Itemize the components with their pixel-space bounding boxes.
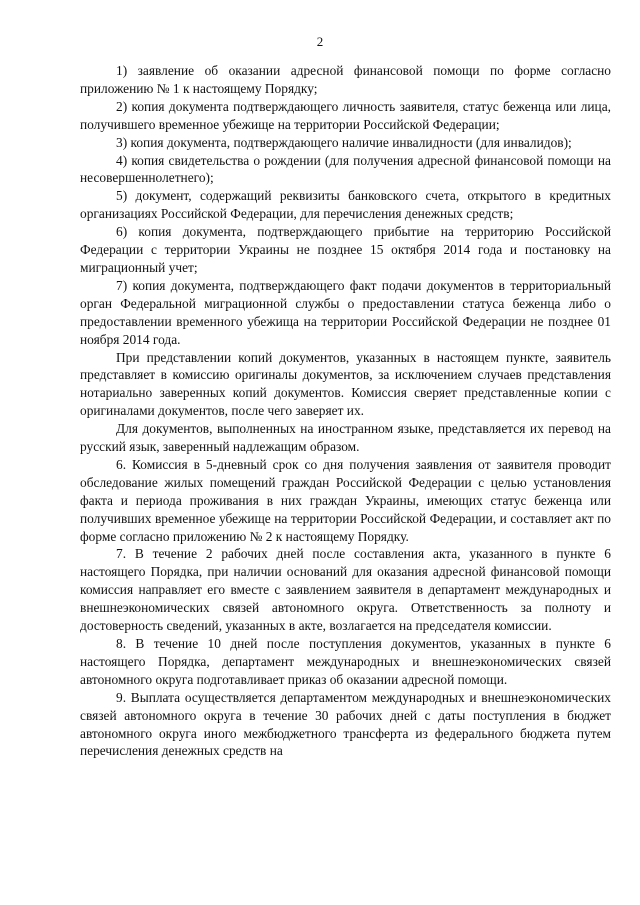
- clause-6: 6. Комиссия в 5-дневный срок со дня получения заявления от заявителя проводит обследование жилых помещений граждан Российской Федерации с целью установления факта и периода проживания в них граждан Украины, имеющих статус беженца или получивших временное убежище на территории Российской Федерации, и составляет акт по форме согласно приложению № 2 к настоящему Порядку.: [80, 456, 611, 544]
- document-body: [80, 62, 611, 760]
- clause-7: 7. В течение 2 рабочих дней после составления акта, указанного в пункте 6 настоящего Порядка, при наличии оснований для оказания адресной финансовой помощи комиссия направляет его вместе с заявлением заявителя в департамент международных и внешнеэкономических связей автономного округа. Ответственность за полноту и достоверность сведений, указанных в акте, возлагается на председателя комиссии.: [80, 546, 611, 634]
- paragraph-copies-verification: При представлении копий документов, указанных в настоящем пункте, заявитель представляет в комиссию оригиналы документов, за исключением случаев представления нотариально заверенных копий документов. Комиссия сверяет представленные копии с оригиналами документов, после чего заверяет их.: [80, 349, 611, 419]
- list-item-birth-certificate: 4) копия свидетельства о рождении (для получения адресной финансовой помощи на несовершеннолетнего);: [80, 152, 611, 186]
- list-item-application: 1) заявление об оказании адресной финансовой помощи по форме согласно приложению № 1 к настоящему Порядку;: [80, 63, 611, 96]
- list-item-fms-application: 7) копия документа, подтверждающего факт подачи документов в территориальный орган Федеральной миграционной службы о предоставлении статуса беженца либо о предоставлении временного убежища на территории Российской Федерации не позднее 01 ноября 2014 года.: [80, 277, 611, 347]
- list-item-bank-details: 5) документ, содержащий реквизиты банковского счета, открытого в кредитных организациях Российской Федерации, для перечисления денежных средств;: [80, 188, 611, 222]
- list-item-identity-document: 2) копия документа подтверждающего личность заявителя, статус беженца или лица, получившего временное убежище на территории Российской Федерации;: [80, 98, 611, 132]
- list-item-disability-document: 3) копия документа, подтверждающего наличие инвалидности (для инвалидов);: [116, 134, 572, 150]
- clause-9: 9. Выплата осуществляется департаментом международных и внешнеэкономических связей автономного округа в течение 30 рабочих дней с даты поступления в бюджет автономного округа иного межбюджетного трансферта из федерального бюджета путем перечисления денежных средств на: [80, 689, 611, 759]
- clause-8: 8. В течение 10 дней после поступления документов, указанных в пункте 6 настоящего Порядка, департамент международных и внешнеэкономических связей автономного округа подготавливает приказ об оказании адресной помощи.: [80, 636, 611, 687]
- paragraph-translation: Для документов, выполненных на иностранном языке, представляется их перевод на русский язык, заверенный надлежащим образом.: [80, 421, 611, 455]
- list-item-arrival-document: 6) копия документа, подтверждающего прибытие на территорию Российской Федерации с территории Украины не позднее 15 октября 2014 года и постановку на миграционный учет;: [80, 224, 611, 275]
- page-number: 2: [316, 34, 324, 49]
